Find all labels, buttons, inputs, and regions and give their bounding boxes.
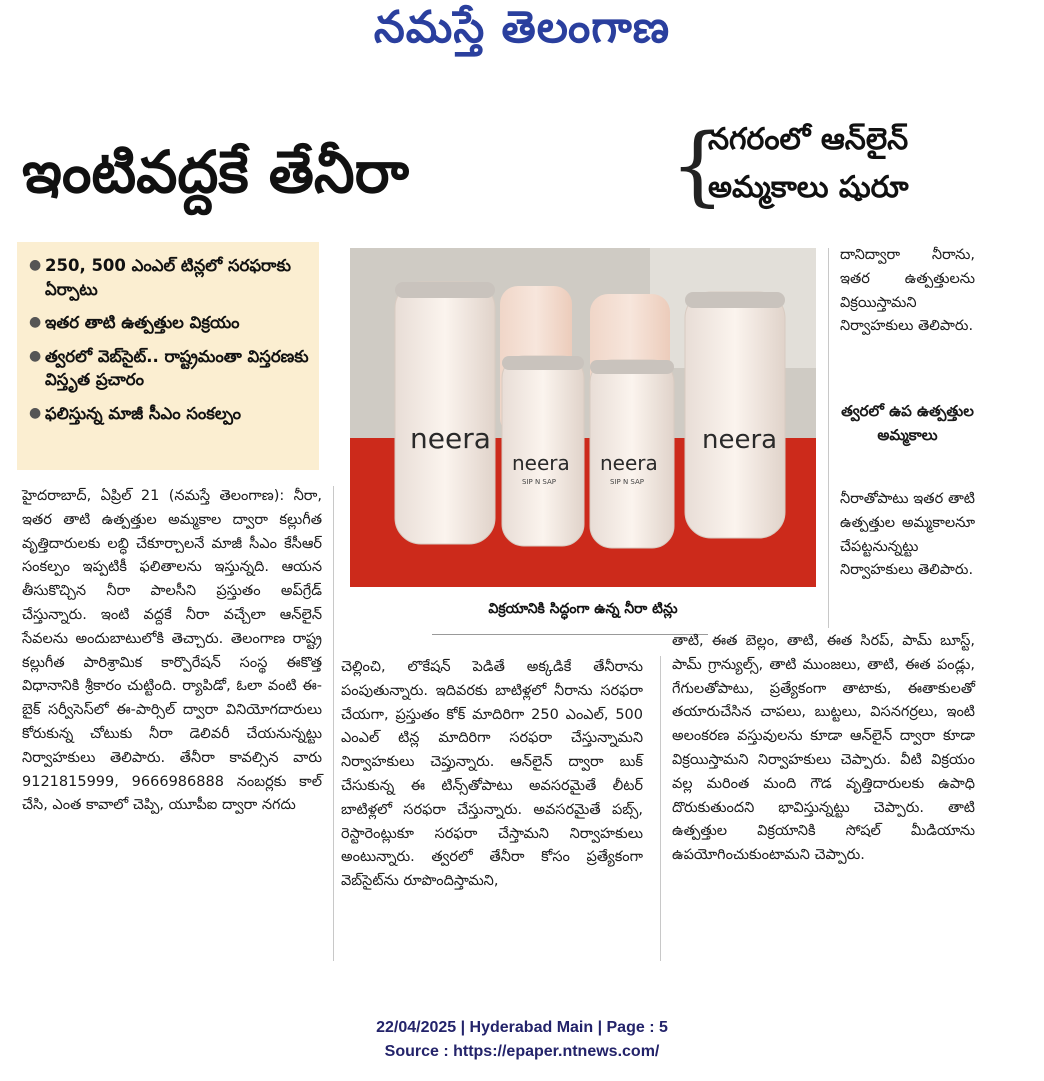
article-column-2: చెల్లించి, లొకేషన్ పెడితే అక్కడికే తేనీరాను పంపుతున్నారు. ఇదివరకు బాటిళ్లలో నీరాను సరఫరా చేయగా, ప్రస్తుతం కోక్ మాదిరిగా 250 ఎంఎల్, 500 ఎంఎల్ టిన్ల మాదిరిగా సరఫరా చేస్తున్నామని నిర్వాహకులు చెప్తున్నారు. ఆన్‌లైన్ ద్వారా బుక్ చేసుకున్న ఈ టిన్స్‌తోపాటు అవసరమైతే లీటర్ బాటిళ్లలో సరఫరా చేస్తున్నారు. అవసరమైతే పబ్స్, రెస్టారెంట్లుకూ సరఫరా చేస్తామని నిర్వాహకులు అంటున్నారు. త్వరలో తేనీరా కోసం ప్రత్యేకంగా వెబ్‌సైట్‌ను రూపొందిస్తామని,: [341, 659, 643, 890]
masthead-logo: నమస్తే తెలంగాణ: [373, 2, 671, 53]
can-label: neera: [702, 425, 778, 455]
caption-divider: [432, 634, 708, 635]
can-sublabel: SIP N SAP: [610, 478, 644, 486]
bullet-icon: ●: [29, 404, 42, 421]
subheadline-line2: అమ్మకాలు షురూ: [708, 170, 909, 205]
bullet-icon: ●: [29, 314, 42, 330]
article-column-3-bottom: తాటి, ఈత బెల్లం, తాటి, ఈత సిరప్, పామ్ బూస్ట్, పామ్ గ్రాన్యుల్స్, తాటి ముంజలు, తాటి, ఈత పండ్లు, గేగులతోపాటు, ప్రత్యేకంగా తాటాకు, ఈతాకులతో తయారుచేసిన చాపలు, బుట్టలు, విసనగర్రలు, ఇంటి అలంకరణ వస్తువులను కూడా ఆన్‌లైన్ ద్వారా కూడా విక్రయిస్తామని నిర్వాహకులు చెప్పారు. వీటి విక్రయం వల్ల మరింత మంది గౌడ వృత్తిదారులకు ఉపాధి దొరుకుతుందని భావిస్తున్నట్టు చెప్పారు. తాటి ఉత్పత్తుల విక్రయానికి సోషల్ మీడియాను ఉపయోగించుకుంటామని చెప్పారు.: [672, 633, 975, 864]
column-divider: [660, 656, 661, 961]
article-column-1: హైదరాబాద్, ఏప్రిల్ 21 (నమస్తే తెలంగాణ): నీరా, ఇతర తాటి ఉత్పత్తుల అమ్మకాల ద్వారా కల్లుగీత వృత్తిదారులకు లబ్ధి చేకూర్చాలనే మాజీ సీఎం కేసీఆర్ సంకల్పం ఇప్పటికీ ఫలితాలను ఇస్తున్నది. ఆయన తీసుకొచ్చిన నీరా పాలసీని ప్రస్తుతం అప్‌గ్రేడ్ చేస్తున్నారు. ఇంటి వద్దకే నీరా వచ్చేలా ఆన్‌లైన్ సేవలను అందుబాటులోకి తెచ్చారు. తెలంగాణ రాష్ట్ర కల్లుగీత పారిశ్రామిక కార్పొరేషన్ సంస్థ ఈకొత్త విధానానికి శ్రీకారం చుట్టింది. ర్యాపిడో, ఓలా వంటి ఈ-బైక్ సర్వీసెస్‌లో ఈ-పార్సిల్ ద్వారా వినియోగదారులు కోరుకున్న చోటుకు నీరా డెలివరీ చేయనున్నట్టు నిర్వాహకులు తెలిపారు. తేనీరా కావల్సిన వారు 9121815999, 9666986888 నంబర్లకు కాల్ చేసి, ఎంత కావాలో చెప్పి, యూపీఐ ద్వారా నగదు: [22, 488, 322, 814]
bullet-icon: ●: [29, 257, 42, 273]
article-column-3-top: దానిద్వారా నీరాను, ఇతర ఉత్పత్తులను విక్రయిస్తామని నిర్వాహకులు తెలిపారు.: [840, 247, 975, 335]
bullet-icon: ●: [29, 347, 42, 364]
highlights-box: [17, 242, 319, 470]
column-divider: [828, 248, 829, 628]
subheadline-line1: నగరంలో ఆన్‌లైన్: [708, 122, 909, 157]
highlight-item: ● త్వరలో వెబ్‌సైట్.. రాష్ట్రమంతా విస్తరణకు విస్తృత ప్రచారం: [29, 345, 309, 392]
can-label: neera: [512, 451, 570, 475]
footer-source-link[interactable]: Source : https://epaper.ntnews.com/: [384, 1043, 660, 1060]
footer-date-edition: 22/04/2025 | Hyderabad Main | Page : 5: [376, 1019, 668, 1036]
neera-cans-photo: [350, 248, 816, 587]
highlight-item: ● ఇతర తాటి ఉత్పత్తుల విక్రయం: [29, 311, 309, 335]
column-divider: [333, 486, 334, 961]
article-column-3-mid: నీరాతోపాటు ఇతర తాటి ఉత్పత్తుల అమ్మకాలనూ చేపట్టనున్నట్టు నిర్వాహకులు తెలిపారు.: [840, 491, 975, 579]
photo-caption: విక్రయానికి సిద్ధంగా ఉన్న నీరా టిన్లు: [488, 601, 678, 617]
headline: ఇంటివద్దకే తేనీరా: [22, 138, 409, 206]
highlight-item: ● 250, 500 ఎంఎల్ టిన్లలో సరఫరాకు ఏర్పాటు: [29, 254, 309, 301]
brace-icon: {: [670, 116, 725, 216]
highlight-item: ● ఫలిస్తున్న మాజీ సీఎం సంకల్పం: [29, 402, 309, 426]
can-sublabel: SIP N SAP: [522, 478, 556, 486]
can-label: neera: [600, 451, 658, 475]
section-subheading: త్వరలో ఉప ఉత్పత్తుల అమ్మకాలు: [841, 402, 974, 444]
can-label: neera: [410, 422, 491, 455]
